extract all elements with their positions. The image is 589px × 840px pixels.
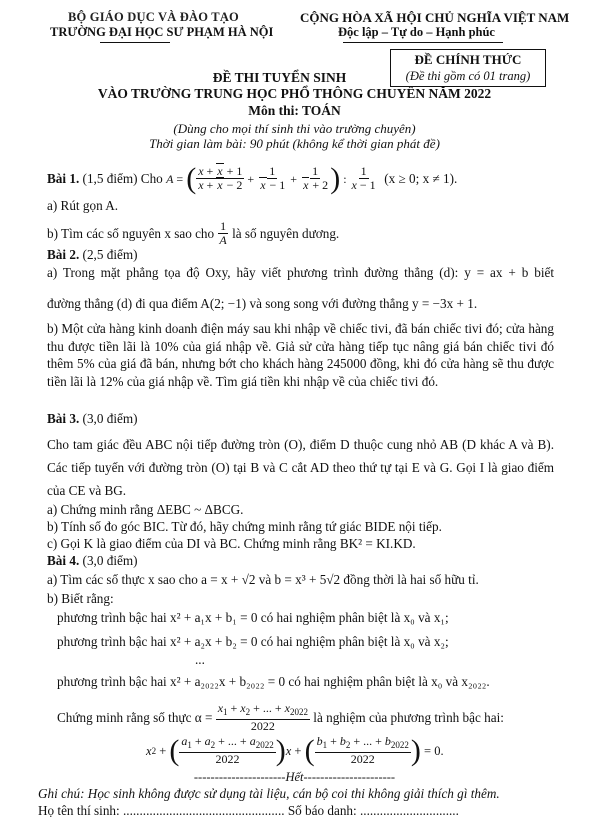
bai3-part-b: b) Tính số đo góc BIC. Từ đó, hãy chứng minh rằng tứ giác BIDE nội tiếp. <box>47 519 442 534</box>
bai3-part-c: c) Gọi K là giao điểm của DI và BC. Chứng minh rằng BK² = KI.KD. <box>47 536 416 551</box>
nation-name: CỘNG HÒA XÃ HỘI CHỦ NGHĨA VIỆT NAM <box>300 10 570 25</box>
bai2-part-a-line1: a) Trong mặt phẳng tọa độ Oxy, hãy viết phương trình đường thẳng (d): y = ax + b biết <box>47 265 554 280</box>
bai3-heading <box>47 411 137 427</box>
alpha-fraction: $\frac{x_1 + x_2 + ... + x_{2022}}{2022}$ <box>217 701 308 733</box>
bai4-points: (3,0 điểm) <box>82 553 138 568</box>
nation-motto: Độc lập – Tự do – Hạnh phúc <box>338 25 495 39</box>
bai1-part-b <box>47 220 339 247</box>
bai4-eq2: phương trình bậc hai x² + a₂x + b₂ = 0 có hai nghiệm phân biệt là x₀ và x₂; <box>57 634 449 649</box>
bai4-part-b: b) Biết rằng: <box>47 591 114 606</box>
bai4-prove <box>57 702 504 733</box>
bai1-part-b-pre: b) Tìm các số nguyên x sao cho <box>47 225 215 241</box>
bai4-final-equation: x 2 + ( $\frac{a_1 + a_2 + ... + a_{2022}}{2022}$ ) x + ( $\frac{b_1 + b_2 + ... + b_{2022}}{2022}$ ) = 0. <box>146 733 444 767</box>
exam-duration: Thời gian làm bài: 90 phút (không kể thời gian phát đề) <box>149 136 440 151</box>
bai2-heading <box>47 247 137 263</box>
exam-title: ĐỀ THI TUYỂN SINH <box>212 70 347 85</box>
bai1-formula: A = ( $\frac{x + x + 1}{x + x - 2}$ + $\frac{1}{x - 1}$ + $\frac{1}{x + 2}$ ) : $\frac{1}{x - 1}$ <box>166 161 376 195</box>
bai4-heading <box>47 553 137 569</box>
bai1-fraction: $\frac{1}{A}$ <box>219 219 227 247</box>
bai2-part-b: b) Một cửa hàng kinh doanh điện máy sau khi nhập về chiếc tivi, đã bán chiếc tivi đó; cửa hàng thu được tiền lãi là 10% của giá nhập về. Giả sử cửa hàng tiếp tục nâng giá bán chiếc tivi đó thêm 5% của giá đã bán, nhưng bớt cho khách hàng 245000 đồng, khi đó cửa hàng sẽ thu được tiền lãi là 12% của giá nhập về. Tìm giá tiền khi nhập về của chiếc tivi đó. <box>47 321 554 389</box>
end-marker: ----------------------Hết---------------------- <box>193 770 396 784</box>
bai3-intro: Cho tam giác đều ABC nội tiếp đường tròn (O), điểm D thuộc cung nhỏ AB (D khác A và B). Các tiếp tuyến với đường tròn (O) tại B và C cắt AD theo thứ tự tại E và G. Gọi I là giao điểm của CE và BG. <box>47 437 554 498</box>
bai1-part-a: a) Rút gọn A. <box>47 198 119 213</box>
university-name: TRƯỜNG ĐẠI HỌC SƯ PHẠM HÀ NỘI <box>50 25 274 39</box>
bai1-label: Bài 1. <box>47 170 80 186</box>
bai2-points: (2,5 điểm) <box>82 247 138 262</box>
bai4-eq1: phương trình bậc hai x² + a₁x + b₁ = 0 có hai nghiệm phân biệt là x₀ và x₁; <box>57 610 449 625</box>
bai3-label: Bài 3. <box>47 411 80 426</box>
bai4-ellipsis: ... <box>195 652 205 667</box>
bai4-prove-pre: Chứng minh rằng số thực α = <box>57 709 213 725</box>
bai1-points: (1,5 điểm) Cho <box>82 170 163 186</box>
bai4-label: Bài 4. <box>47 553 80 568</box>
header-right-rule <box>343 42 503 43</box>
header-left-rule <box>100 42 170 43</box>
exam-subject: Môn thi: TOÁN <box>248 103 341 118</box>
official-note: (Đề thi gồm có 01 trang) <box>405 69 531 83</box>
candidate-info: Họ tên thí sinh: ................................................. Số báo danh: .............................. <box>38 803 459 818</box>
ministry-name: BỘ GIÁO DỤC VÀ ĐÀO TẠO <box>68 10 239 24</box>
official-title: ĐỀ CHÍNH THỨC <box>414 52 522 67</box>
bai4-eq3: phương trình bậc hai x² + a₂₀₂₂x + b₂₀₂₂ = 0 có hai nghiệm phân biệt là x₀ và x₂₀₂₂. <box>57 674 490 689</box>
bai1-condition: (x ≥ 0; x ≠ 1). <box>384 170 458 186</box>
exam-audience: (Dùng cho mọi thí sinh thi vào trường chuyên) <box>173 121 416 136</box>
bai1-part-b-post: là số nguyên dương. <box>232 225 340 241</box>
bai3-points: (3,0 điểm) <box>82 411 138 426</box>
bai4-part-a: a) Tìm các số thực x sao cho a = x + √2 và b = x³ + 5√2 đồng thời là hai số hữu tỉ. <box>47 572 479 587</box>
bai3-part-a: a) Chứng minh rằng ΔEBC ~ ΔBCG. <box>47 502 244 517</box>
bai1-statement <box>47 161 458 195</box>
exam-subtitle: VÀO TRƯỜNG TRUNG HỌC PHỔ THÔNG CHUYÊN NĂM 2022 <box>97 86 492 101</box>
bai2-part-a-line2: đường thẳng (d) đi qua điểm A(2; −1) và song song với đường thẳng y = −3x + 1. <box>47 296 478 311</box>
footer-note: Ghi chú: Học sinh không được sử dụng tài liệu, cán bộ coi thi không giải thích gì thêm. <box>38 786 500 801</box>
bai4-prove-post: là nghiệm của phương trình bậc hai: <box>313 709 504 725</box>
bai2-label: Bài 2. <box>47 247 80 262</box>
